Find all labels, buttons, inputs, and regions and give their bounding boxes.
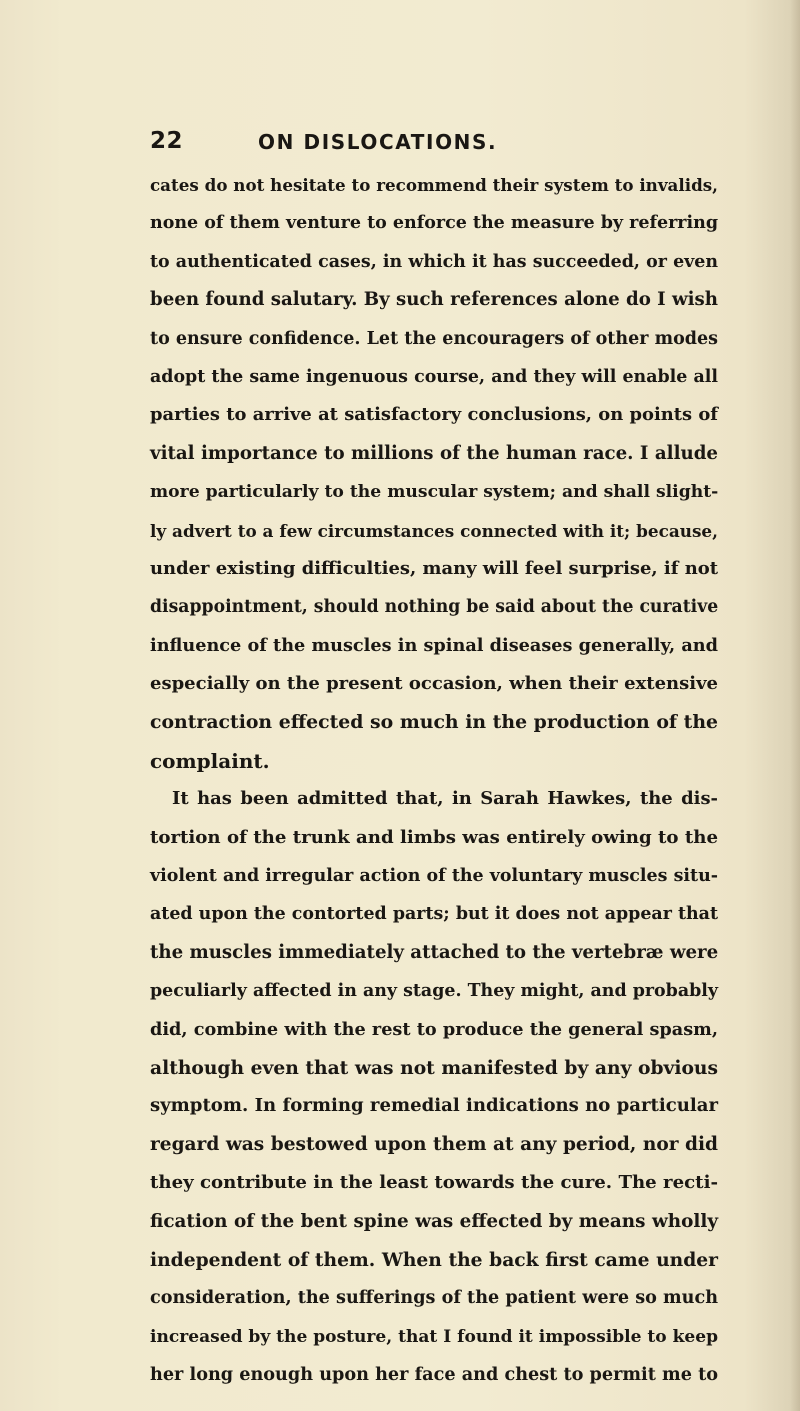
text-line: cates do not hesitate to recommend their system to invalids, <box>150 175 718 195</box>
text-line: to ensure confidence. Let the encouragers of other modes <box>150 328 718 349</box>
text-line: her long enough upon her face and chest to permit me to <box>150 1364 718 1386</box>
text-line: especially on the present occasion, when their extensive <box>150 673 718 695</box>
text-line: influence of the muscles in spinal diseases generally, and <box>150 634 718 656</box>
text-line: none of them venture to enforce the measure by referring <box>150 213 719 234</box>
body-text <box>150 166 718 1395</box>
text-line: symptom. In forming remedial indications no particular <box>150 1095 718 1117</box>
text-line: contraction effected so much in the production of the <box>150 711 718 734</box>
page-header <box>150 128 730 162</box>
text-line: more particularly to the muscular system; and shall slight- <box>150 482 719 503</box>
text-line: vital importance to millions of the human race. I allude <box>150 442 718 464</box>
text-line: tortion of the trunk and limbs was entirely owing to the <box>150 826 718 848</box>
text-line: the muscles immediately attached to the vertebræ were <box>150 941 719 963</box>
text-line: adopt the same ingenuous course, and they will enable all <box>150 366 718 387</box>
text-line: ated upon the contorted parts; but it does not appear that <box>150 904 718 925</box>
text-line: fication of the bent spine was effected by means wholly <box>150 1210 718 1232</box>
text-line: regard was bestowed upon them at any period, nor did <box>150 1133 718 1155</box>
text-line: violent and irregular action of the voluntary muscles situ- <box>150 866 718 887</box>
text-line: increased by the posture, that I found it impossible to keep <box>150 1326 718 1347</box>
text-line: parties to arrive at satisfactory conclusions, on points of <box>150 404 718 426</box>
text-line: under existing difficulties, many will feel surprise, if not <box>150 557 718 579</box>
paragraph-end-line: complaint. <box>150 748 270 773</box>
running-head: ON DISLOCATIONS. <box>258 130 498 154</box>
page-number: 22 <box>150 128 184 154</box>
text-line: did, combine with the rest to produce the general spasm, <box>150 1018 718 1040</box>
page-edge-shadow <box>790 0 800 1411</box>
text-line: they contribute in the least towards the cure. The recti- <box>150 1172 718 1194</box>
text-line: independent of them. When the back first came under <box>150 1248 718 1271</box>
text-line: although even that was not manifested by any obvious <box>150 1056 718 1079</box>
text-line: to authenticated cases, in which it has succeeded, or even <box>150 251 718 272</box>
text-line: disappointment, should nothing be said about the curative <box>150 597 719 618</box>
text-line: consideration, the sufferings of the patient were so much <box>150 1287 718 1309</box>
text-line: ly advert to a few circumstances connected with it; because, <box>150 520 718 541</box>
paragraph-start-line: It has been admitted that, in Sarah Hawkes, the dis- <box>172 788 718 810</box>
text-line: been found salutary. By such references alone do I wish <box>150 289 718 311</box>
text-line: peculiarly affected in any stage. They might, and probably <box>150 981 718 1002</box>
